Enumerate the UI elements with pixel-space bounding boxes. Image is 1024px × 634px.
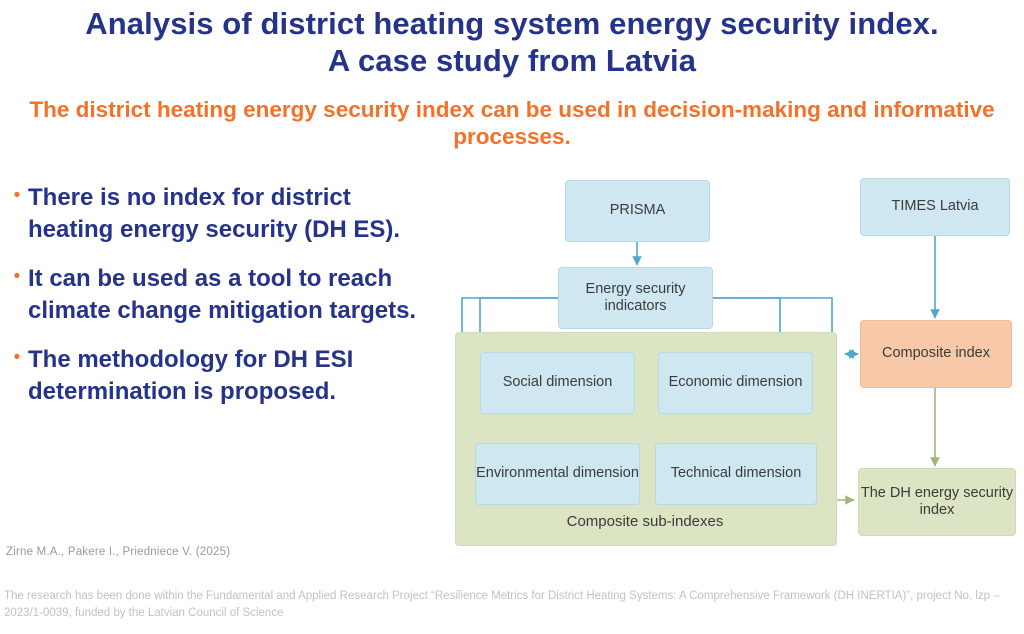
- citation: Zirne M.A., Pakere I., Priedniece V. (2025): [6, 546, 231, 558]
- bullet-dot-icon: •: [13, 265, 21, 287]
- list-item: [6, 182, 436, 246]
- bullet-list: [6, 182, 436, 424]
- bullet-dot-icon: •: [13, 346, 21, 368]
- subtitle: The district heating energy security index can be used in decision-making and informative processes.: [29, 97, 995, 150]
- node-energy-security-indicators[interactable]: Energy security indicators: [558, 267, 713, 329]
- bullet-dot-icon: •: [13, 185, 21, 206]
- page-title-line-1: Analysis of district heating system energy security index.: [85, 6, 939, 41]
- node-prisma[interactable]: PRISMA: [565, 180, 710, 242]
- composite-subindexes-label: Composite sub-indexes: [566, 513, 724, 530]
- bullet-text: There is no index for district heating energy security (DH ES).: [28, 184, 401, 243]
- bullet-text: The methodology for DH ESI determination is proposed.: [28, 345, 354, 405]
- node-economic-dimension[interactable]: Economic dimension: [658, 352, 813, 414]
- node-environmental-dimension[interactable]: Environmental dimension: [475, 443, 640, 505]
- list-item: [6, 344, 436, 408]
- node-technical-dimension[interactable]: Technical dimension: [655, 443, 817, 505]
- flow-diagram: [440, 170, 1020, 550]
- node-composite-index[interactable]: Composite index: [860, 320, 1012, 388]
- funding-note: The research has been done within the Fundamental and Applied Research Project “Resilience Metrics for District Heating Systems: A Comprehensive Framework (DH INERTIA)”, project No. lzp – 2023/1-0039, funded by the Latvian Council of Science: [4, 590, 1000, 619]
- node-dh-energy-security-index[interactable]: The DH energy security index: [858, 468, 1016, 536]
- page-title-line-2: A case study from Latvia: [327, 42, 697, 78]
- list-item: [6, 263, 436, 327]
- node-times-latvia[interactable]: TIMES Latvia: [860, 178, 1010, 236]
- page-title: [0, 6, 1024, 79]
- bullet-text: It can be used as a tool to reach climate change mitigation targets.: [28, 264, 417, 324]
- node-social-dimension[interactable]: Social dimension: [480, 352, 635, 414]
